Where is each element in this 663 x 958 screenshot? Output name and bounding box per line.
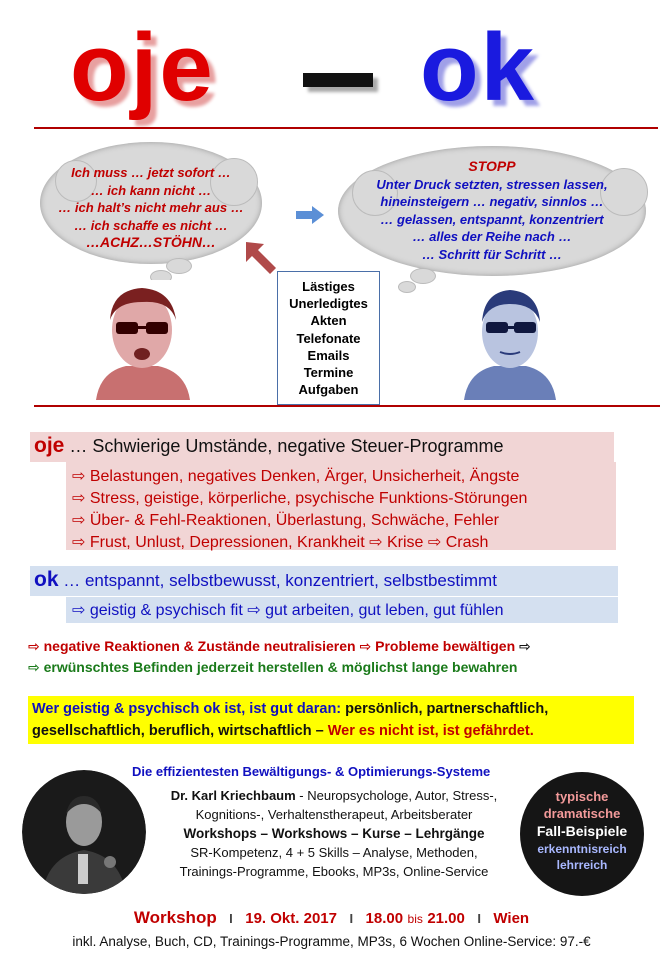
highlight-line-2 [32,720,548,742]
badge-line: Fall-Beispiele [536,823,628,839]
title-oje: oje [70,14,215,121]
reactions-line-1 [28,638,531,655]
badge-line: erkenntnisreich [537,842,627,856]
info-skills: Trainings-Programme, Ebooks, MP3s, Online-Service [179,864,489,879]
workshop-label: Workshop [133,908,217,927]
highlight-part: Wer es nicht ist, ist gefährdet. [323,723,534,739]
thought-left-line: … ich kann nicht … [90,182,212,198]
thought-right-line: Unter Druck setzten, stressen lassen, [376,176,608,192]
title-ok: ok [420,14,537,121]
workshop-date: 19. Okt. 2017 [245,910,337,927]
oje-item: ⇨ Belastungen, negatives Denken, Ärger, Unsicherheit, Ängste [72,468,520,485]
reactions-cope: ⇨ Probleme bewältigen [355,638,520,654]
workshop-time-to: 21.00 [427,910,465,927]
reactions-line-2: ⇨ erwünschtes Befinden jederzeit herstellen & möglichst lange bewahren [28,659,518,675]
workshop-details: inkl. Analyse, Buch, CD, Trainings-Programme, MP3s, 6 Wochen Online-Service: 97.-€ [72,934,591,949]
thought-right-line: … gelassen, entspannt, konzentriert [380,211,604,227]
thought-left-line: … ich halt’s nicht mehr aus … [58,200,244,215]
task-list-box [277,271,380,405]
highlight-line-1 [32,698,548,720]
workshop-time-from: 18.00 [365,910,404,927]
thought-left-line: …ACHZ…STÖHN… [86,234,216,250]
speaker-photo [22,770,146,894]
speaker-role: - Neuropsychologe, Autor, Stress-, [295,788,498,803]
calm-man-photo [460,282,560,400]
separator: I [477,911,481,926]
highlight-text [32,698,548,742]
task-item: Akten [310,313,347,329]
oje-item: ⇨ Über- & Fehl-Reaktionen, Überlastung, Schwäche, Fehler [72,512,499,529]
thought-bubble [410,268,436,284]
thought-left-line: … ich schaffe es nicht … [74,217,228,233]
thought-right-text [338,158,646,263]
badge-line: lehrreich [556,858,608,872]
info-skills: SR-Kompetenz, 4 + 5 Skills – Analyse, Methoden, [190,845,478,860]
separator: I [349,911,354,926]
info-heading: Die effizientesten Bewältigungs- & Optimierungs-Systeme [132,764,491,779]
thought-left-text [40,164,262,252]
oje-headline-text: … Schwierige Umstände, negative Steuer-Programme [64,436,504,456]
thought-right-line: … alles der Reihe nach … [412,229,572,244]
thought-right-line: … Schritt für Schritt … [421,246,563,262]
thought-bubble [398,281,416,293]
badge-line: dramatische [543,806,621,821]
thought-left-line: Ich muss … jetzt sofort … [71,165,231,180]
thought-cloud-left-text-layer [40,142,262,264]
oje-word: oje [34,434,65,457]
ok-headline [34,568,497,592]
oje-item: ⇨ Frust, Unlust, Depressionen, Krankheit ⇨ Krise ⇨ Crash [72,534,489,551]
badge-line: typische [555,789,609,804]
highlight-part: gesellschaftlich, beruflich, wirtschaftlich – [32,723,324,739]
speaker-role-2: Kognitions-, Verhaltenstherapeut, Arbeitsberater [195,807,473,822]
arrow-right-icon [296,206,324,224]
ok-word: ok [34,568,59,591]
thought-right-line: hineinsteigern … negativ, sinnlos … [380,194,604,209]
reactions-neutralize: ⇨ negative Reaktionen & Zustände neutralisieren [28,638,356,654]
separator: I [229,911,233,926]
task-item: Telefonate [296,330,361,346]
task-item: Termine [303,365,354,381]
divider-middle [34,405,660,407]
oje-item: ⇨ Stress, geistige, körperliche, psychische Funktions-Störungen [72,490,528,507]
task-item: Unerledigtes [289,296,368,312]
workshop-line [0,908,663,928]
highlight-part: Wer geistig & psychisch ok ist, ist gut daran: [32,701,342,717]
arrow-up-left-icon [244,240,278,274]
divider-top [34,127,658,129]
workshop-city: Wien [493,910,530,927]
stopp-heading: STOPP [468,158,516,174]
task-item: Lästiges [302,279,355,294]
ok-headline-text: … entspannt, selbstbewusst, konzentriert, selbstbestimmt [58,571,497,590]
speaker-name: Dr. Karl Kriechbaum [170,788,296,803]
info-formats: Workshops – Workshows – Kurse – Lehrgänge [183,826,485,841]
title-dash [303,73,373,87]
info-block [146,786,522,881]
workshop-bis: bis [407,912,423,926]
ok-item: ⇨ geistig & psychisch fit ⇨ gut arbeiten, gut leben, gut fühlen [72,602,504,619]
reactions-arrow: ⇨ [519,638,531,654]
oje-headline [34,434,504,458]
info-name-line [146,786,522,805]
case-examples-badge [520,772,644,896]
task-item: Aufgaben [298,382,359,398]
task-item: Emails [307,347,350,363]
highlight-part: persönlich, partnerschaftlich, [341,701,549,717]
stressed-man-photo [86,280,198,400]
